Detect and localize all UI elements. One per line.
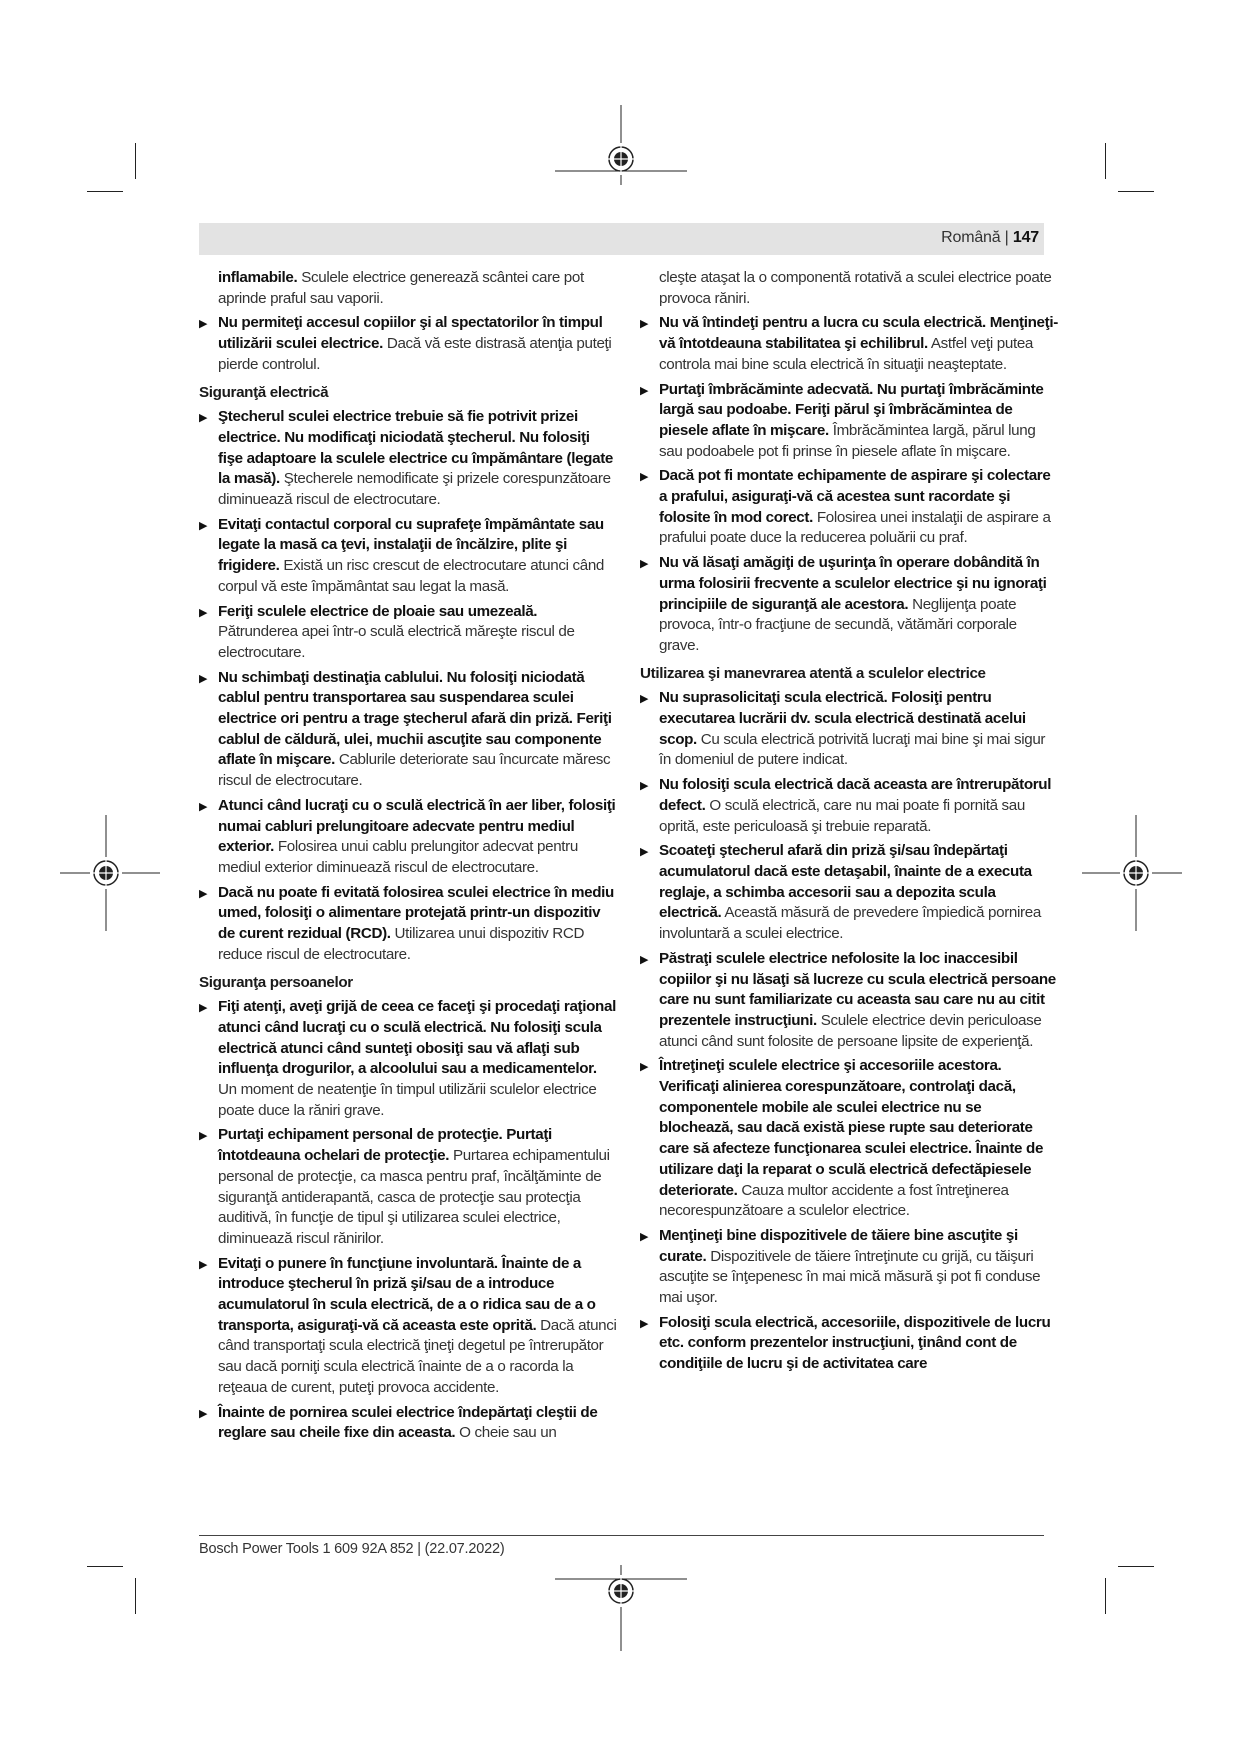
item-bold: Nu vă lăsaţi amăgiţi de uşurinţa în operare dobândită în urma folosirii frecvente a sculelor electrice şi nu ignoraţi principiile de siguranţă ale acestora. — [659, 554, 1047, 613]
triangle-right-icon: ▶ — [199, 519, 208, 532]
crop-mark — [135, 143, 136, 179]
list-item — [199, 515, 617, 598]
triangle-right-icon: ▶ — [199, 800, 208, 813]
item-text: Sculele electrice devin periculoase atunci când sunt folosite de persoane lipsite de experienţă. — [659, 1011, 1042, 1050]
crop-mark — [87, 1566, 123, 1567]
item-bold: Scoateţi ştecherul afară din priză şi/sau îndepărtaţi acumulatorul dacă este detaşabil, înainte de a executa reglaje, a schimba accesorii sau a depozita scula electrică. — [659, 842, 1032, 922]
triangle-right-icon: ▶ — [640, 558, 649, 571]
intro-paragraph — [199, 268, 617, 309]
right-column — [640, 268, 1058, 1379]
page-footer: Bosch Power Tools 1 609 92A 852 | (22.07.2022) — [199, 1541, 505, 1557]
triangle-right-icon: ▶ — [640, 780, 649, 793]
item-bold: Ştecherul sculei electrice trebuie să fie potrivit prizei electrice. Nu modificaţi niciodată ştecherul. Nu folosiţi fişe adaptoare la sculele electrice cu împământare (legate la masă). — [218, 408, 614, 488]
item-text: Purtarea echipamentului personal de protecţie, ca masca pentru praf, încălţăminte de siguranţă antiderapantă, casca de protecţie sau protecţia auditivă, în funcţie de tipul şi utilizarea sculei electrice, diminuează riscul rănirilor. — [218, 1147, 610, 1247]
item-text: Utilizarea unui dispozitiv RCD reduce riscul de electrocutare. — [218, 925, 585, 963]
crop-mark — [135, 1578, 136, 1614]
registration-mark-bottom — [555, 1565, 687, 1651]
crop-mark — [1118, 1566, 1154, 1567]
item-bold: Nu suprasolicitaţi scula electrică. Folosiţi pentru executarea lucrării dv. scula electrică destinată acelui scop. — [659, 689, 1026, 748]
item-bold: Dacă pot fi montate echipamente de aspirare şi colectare a prafului, asiguraţi-vă că acestea sunt racordate şi folosite în mod corect. — [659, 467, 1051, 526]
triangle-right-icon: ▶ — [640, 1230, 649, 1243]
section-heading: Utilizarea şi manevrarea atentă a sculelor electrice — [640, 664, 986, 682]
item-text: Dispozitivele de tăiere întreţinute cu grijă, cu tăişuri ascuţite se înţepenesc în mai mică măsură şi pot fi conduse mai uşor. — [659, 1247, 1041, 1307]
registration-mark-right — [1082, 815, 1182, 931]
list-item — [199, 407, 617, 511]
item-bold: Nu vă întindeţi pentru a lucra cu scula electrică. Menţineţi-vă întotdeauna stabilitatea şi echilibrul. — [659, 314, 1058, 353]
item-bold: Nu schimbaţi destinaţia cablului. Nu folosiţi niciodată cablul pentru transportarea sau suspendarea sculei electrice ori pentru a trage ştecherul afară din priză. Feriţi cablul de căldură, ulei, muchii ascuţite sau componente aflate în mişcare. — [218, 668, 612, 769]
triangle-right-icon: ▶ — [640, 318, 649, 331]
triangle-right-icon: ▶ — [640, 693, 649, 706]
triangle-right-icon: ▶ — [199, 318, 208, 331]
item-text: Folosirea unui cablu prelungitor adecvat pentru mediul exterior diminuează riscul de electrocutare. — [218, 838, 578, 876]
item-bold: Menţineţi bine dispozitivele de tăiere bine ascuţite şi curate. — [659, 1226, 1018, 1265]
crop-mark — [87, 191, 123, 192]
triangle-right-icon: ▶ — [199, 672, 208, 685]
triangle-right-icon: ▶ — [640, 471, 649, 484]
item-text: Cu scula electrică potrivită lucraţi mai bine şi mai sigur în domeniul de putere indicat. — [659, 730, 1046, 769]
list-item — [640, 1226, 1058, 1309]
list-item — [199, 796, 617, 879]
triangle-right-icon: ▶ — [199, 1258, 208, 1271]
item-text: Această măsură de prevedere împiedică pornirea involuntară a sculei electrice. — [659, 904, 1041, 943]
item-bold: Evitaţi o punere în funcţiune involuntară. Înainte de a introduce ştecherul în priză şi/sau de a introduce acumulatorul în scula electrică, de a o ridica sau de a o transporta, asiguraţi-vă că aceasta este oprită. — [218, 1254, 596, 1334]
list-item — [199, 1254, 617, 1399]
item-text: Ştecherele nemodificate şi prizele corespunzătoare diminuează riscul de electrocutare. — [218, 470, 611, 509]
list-item — [199, 997, 617, 1121]
header-band — [199, 223, 1044, 255]
item-bold: Întreţineţi sculele electrice şi accesoriile acestora. Verificaţi alinierea corespunzătoare, controlaţi dacă, componentele mobile ale sculei electrice nu se blochează, sau dacă există piese rupte sau deteriorate care să afecteze funcţionarea sculei electrice. Înainte de utilizare daţi la reparat o sculă electrică defectăpiesele deteriorate. — [659, 1057, 1044, 1199]
triangle-right-icon: ▶ — [640, 1061, 649, 1074]
item-bold: Evitaţi contactul corporal cu suprafeţe împământate sau legate la masă ca ţevi, instalaţii de încălzire, plite şi frigidere. — [218, 515, 604, 575]
registration-mark-left — [60, 815, 160, 931]
list-item — [640, 841, 1058, 945]
item-bold: Purtaţi echipament personal de protecţie. Purtaţi întotdeauna ochelari de protecţie. — [218, 1126, 552, 1165]
intro-text: Sculele electrice generează scântei care pot aprinde praful sau vaporii. — [218, 269, 584, 307]
list-item — [640, 553, 1058, 657]
item-bold: Atunci când lucraţi cu o sculă electrică în aer liber, folosiţi numai cabluri prelungitoare adecvate pentru mediul exterior. — [218, 796, 616, 856]
item-bold: Nu folosiţi scula electrică dacă aceasta are întrerupătorul defect. — [659, 776, 1052, 814]
item-text: Un moment de neatenţie în timpul utilizării sculelor electrice poate duce la răniri grave. — [218, 1081, 597, 1119]
item-text: Neglijenţa poate provoca, într-o fracţiune de secundă, vătămări corporale grave. — [659, 595, 1017, 654]
registration-mark-top — [555, 105, 687, 211]
header-separator: | — [1000, 229, 1013, 246]
triangle-right-icon: ▶ — [199, 1407, 208, 1420]
item-text: Dacă atunci când transportaţi scula electrică ţineţi degetul pe întrerupător sau dacă porniţi scula electrică înainte de a o racorda la reţeaua de curent, puteţi provoca accidente. — [218, 1316, 617, 1396]
triangle-right-icon: ▶ — [199, 1002, 208, 1015]
intro-paragraph — [640, 268, 1058, 309]
page-header — [941, 229, 1039, 247]
list-item — [640, 1313, 1058, 1375]
item-text: Cauza multor accidente a fost întreţinerea necorespunzătoare a sculelor electrice. — [659, 1181, 1009, 1220]
crop-mark — [1105, 1578, 1106, 1614]
list-item — [640, 466, 1058, 549]
triangle-right-icon: ▶ — [640, 384, 649, 397]
list-item — [199, 883, 617, 966]
item-bold: Purtaţi îmbrăcăminte adecvată. Nu purtaţi îmbrăcăminte largă sau podoabe. Feriţi părul şi îmbrăcămintea de piesele aflate în mişcare. — [659, 380, 1044, 439]
item-bold: Înainte de pornirea sculei electrice îndepărtaţi cleştii de reglare sau cheile fixe din aceasta. — [218, 1403, 598, 1442]
crop-mark — [1118, 191, 1154, 192]
item-bold: Feriţi sculele electrice de ploaie sau umezeală. — [218, 602, 538, 620]
triangle-right-icon: ▶ — [640, 1317, 649, 1330]
list-item — [640, 1056, 1058, 1222]
triangle-right-icon: ▶ — [199, 887, 208, 900]
list-item — [640, 313, 1058, 375]
triangle-right-icon: ▶ — [640, 953, 649, 966]
page-number: 147 — [1012, 229, 1039, 246]
item-bold: Păstraţi sculele electrice nefolosite la loc inaccesibil copiilor şi nu lăsaţi să lucreze cu scula electrică persoane care nu sunt familiarizate cu aceasta sau care nu au citit prezentele instrucţiuni. — [659, 949, 1056, 1029]
intro-text: cleşte ataşat la o componentă rotativă a sculei electrice poate provoca răniri. — [659, 269, 1052, 307]
section-heading: Siguranţă electrică — [199, 383, 329, 401]
list-item — [199, 668, 617, 792]
triangle-right-icon: ▶ — [199, 606, 208, 619]
list-item — [199, 602, 617, 664]
item-bold: Dacă nu poate fi evitată folosirea sculei electrice în mediu umed, folosiţi o alimentare protejată printr-un dispozitiv de curent rezidual (RCD). — [218, 883, 614, 943]
item-text: Folosirea unei instalaţii de aspirare a prafului poate duce la reducerea poluării cu praf. — [659, 508, 1051, 547]
item-text: Astfel veţi putea controla mai bine scula electrică în situaţii neaşteptate. — [659, 335, 1034, 373]
header-language: Română — [941, 229, 1001, 246]
item-bold: Nu permiteţi accesul copiilor şi al spectatorilor în timpul utilizării sculei electrice. — [218, 314, 603, 353]
list-item — [640, 380, 1058, 463]
item-text: Există un risc crescut de electrocutare atunci când corpul vă este împământat sau legat la masă. — [218, 557, 605, 595]
triangle-right-icon: ▶ — [199, 412, 208, 425]
list-item — [640, 775, 1058, 837]
section-heading: Siguranţa persoanelor — [199, 973, 353, 991]
list-item — [640, 949, 1058, 1053]
intro-bold: inflamabile. — [218, 269, 298, 286]
list-item — [199, 313, 617, 375]
item-text: O cheie sau un — [455, 1424, 557, 1442]
left-column — [199, 268, 617, 1448]
item-text: Cablurile deteriorate sau încurcate măresc riscul de electrocutare. — [218, 751, 611, 790]
list-item — [640, 688, 1058, 771]
footer-rule — [199, 1535, 1044, 1536]
item-bold: Fiţi atenţi, aveţi grijă de ceea ce faceţi şi procedaţi raţional atunci când lucraţi cu o sculă electrică. Nu folosiţi scula electrică atunci când sunteţi obosiţi sau vă aflaţi sub influenţa drogurilor, a alcoolului sau a medicamentelor. — [218, 998, 616, 1078]
item-text: Îmbrăcămintea largă, părul lung sau podoabele pot fi prinse în piesele aflate în mişcare. — [659, 421, 1036, 460]
list-item — [199, 1125, 617, 1249]
item-text: Pătrunderea apei într-o sculă electrică măreşte riscul de electrocutare. — [218, 623, 575, 661]
item-text: Dacă vă este distrasă atenţia puteţi pierde controlul. — [218, 335, 612, 373]
crop-mark — [1105, 143, 1106, 179]
triangle-right-icon: ▶ — [199, 1130, 208, 1143]
triangle-right-icon: ▶ — [640, 846, 649, 859]
item-text: O sculă electrică, care nu mai poate fi pornită sau oprită, este periculoasă şi trebuie reparată. — [659, 796, 1025, 835]
item-bold: Folosiţi scula electrică, accesoriile, dispozitivele de lucru etc. conform prezentelor instrucţiuni, ţinând cont de condiţiile de lucru şi de activitatea care — [659, 1313, 1051, 1373]
list-item — [199, 1403, 617, 1444]
